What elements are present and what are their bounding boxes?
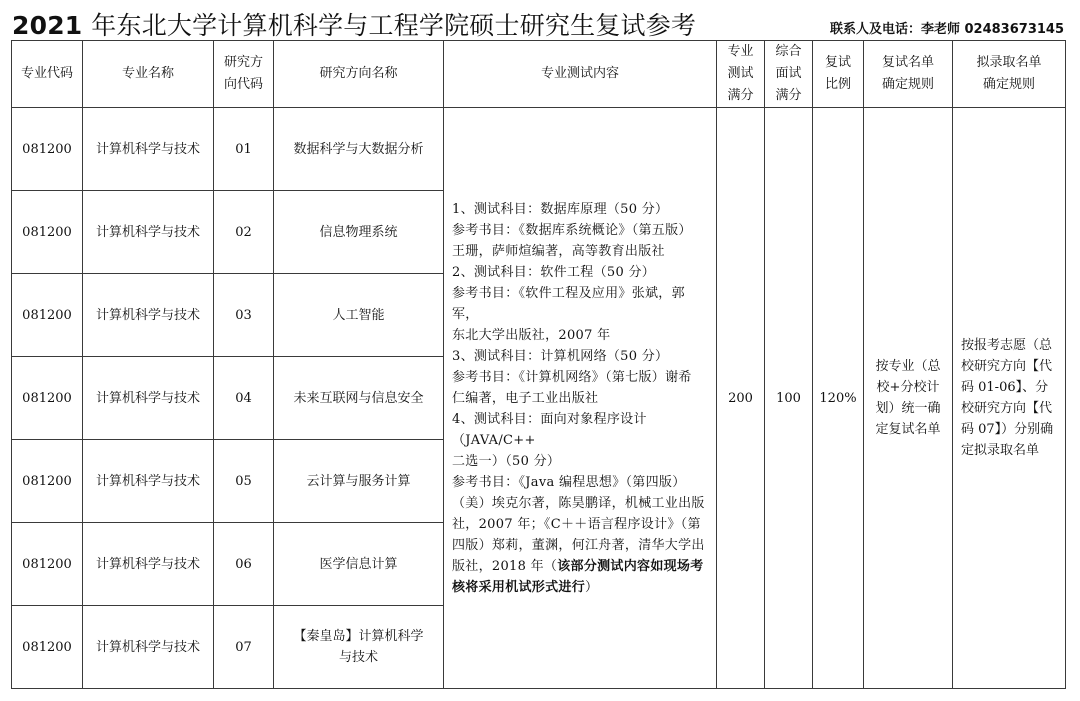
header-interview-full-score: 综合 面试 满分 <box>765 41 813 108</box>
cell-major-code: 081200 <box>12 357 83 440</box>
cell-direction-name: 医学信息计算 <box>274 523 444 606</box>
title-year: 2021 <box>12 11 83 40</box>
cell-retest-rule: 按专业（总 校+分校计 划）统一确 定复试名单 <box>864 108 953 689</box>
cell-direction-code: 06 <box>214 523 274 606</box>
cell-major-name: 计算机科学与技术 <box>83 191 214 274</box>
header-test-full-score: 专业 测试 满分 <box>717 41 765 108</box>
header-row <box>12 41 1066 108</box>
title-text: 年东北大学计算机科学与工程学院硕士研究生复试参考 <box>91 11 697 40</box>
table-row <box>12 108 1066 191</box>
cell-test-full-score: 200 <box>717 108 765 689</box>
cell-major-name: 计算机科学与技术 <box>83 108 214 191</box>
cell-major-name: 计算机科学与技术 <box>83 440 214 523</box>
cell-direction-code: 07 <box>214 606 274 689</box>
cell-direction-name: 未来互联网与信息安全 <box>274 357 444 440</box>
header-major-code: 专业代码 <box>12 41 83 108</box>
header-ratio: 复试 比例 <box>813 41 864 108</box>
cell-direction-code: 05 <box>214 440 274 523</box>
cell-admission-rule: 按报考志愿（总 校研究方向【代 码 01-06】、分 校研究方向【代 码 07】）分别确 定拟录取名单 <box>953 108 1066 689</box>
header-admission-rule: 拟录取名单 确定规则 <box>953 41 1066 108</box>
cell-major-name: 计算机科学与技术 <box>83 357 214 440</box>
cell-direction-code: 03 <box>214 274 274 357</box>
contact-info: 联系人及电话：李老师 02483673145 <box>829 22 1064 37</box>
cell-major-name: 计算机科学与技术 <box>83 606 214 689</box>
cell-direction-code: 01 <box>214 108 274 191</box>
cell-major-code: 081200 <box>12 440 83 523</box>
header-direction-code: 研究方 向代码 <box>214 41 274 108</box>
bold-note-1: 该部分测试内容如现场考 <box>557 558 704 574</box>
cell-direction-code: 04 <box>214 357 274 440</box>
header-retest-rule: 复试名单 确定规则 <box>864 41 953 108</box>
cell-major-code: 081200 <box>12 606 83 689</box>
cell-major-code: 081200 <box>12 274 83 357</box>
cell-ratio: 120% <box>813 108 864 689</box>
cell-major-name: 计算机科学与技术 <box>83 274 214 357</box>
cell-direction-name: 【秦皇岛】计算机科学与技术 <box>274 606 444 689</box>
header-test-content: 专业测试内容 <box>444 41 717 108</box>
cell-direction-name: 人工智能 <box>274 274 444 357</box>
cell-direction-name: 信息物理系统 <box>274 191 444 274</box>
page-title <box>12 6 696 40</box>
cell-interview-full-score: 100 <box>765 108 813 689</box>
cell-major-name: 计算机科学与技术 <box>83 523 214 606</box>
bold-note-2: 核将采用机试形式进行） <box>452 579 599 595</box>
cell-direction-name: 云计算与服务计算 <box>274 440 444 523</box>
cell-major-code: 081200 <box>12 108 83 191</box>
cell-test-content: 1、测试科目：数据库原理（50 分） 参考书目：《数据库系统概论》（第五版） 王珊，萨师煊编著，高等教育出版社 2、测试科目：软件工程（50 分） 参考书目：《软件工程及应用》张斌，郭军， 东北大学出版社，2007 年 3、测试科目：计算机网络（50 分） 参考书目：《计算机网络》（第七版）谢希 仁编著，电子工业出版社 4、测试科目：面向对象程序设计（JAVA/C++ 二选一）（50 分） 参考书目：《Java 编程思想》（第四版） （美）埃克尔著，陈昊鹏译，机械工业出版 社，2007 年；《C＋＋语言程序设计》（第 四版）郑莉，董渊，何江舟著，清华大学出 版社，2018 年（该部分测试内容如现场考 核将采用机试形式进行） <box>444 108 717 689</box>
header-major-name: 专业名称 <box>83 41 214 108</box>
header-direction-name: 研究方向名称 <box>274 41 444 108</box>
cell-direction-name: 数据科学与大数据分析 <box>274 108 444 191</box>
cell-major-code: 081200 <box>12 191 83 274</box>
retest-reference-table <box>11 40 1066 689</box>
cell-major-code: 081200 <box>12 523 83 606</box>
cell-direction-code: 02 <box>214 191 274 274</box>
